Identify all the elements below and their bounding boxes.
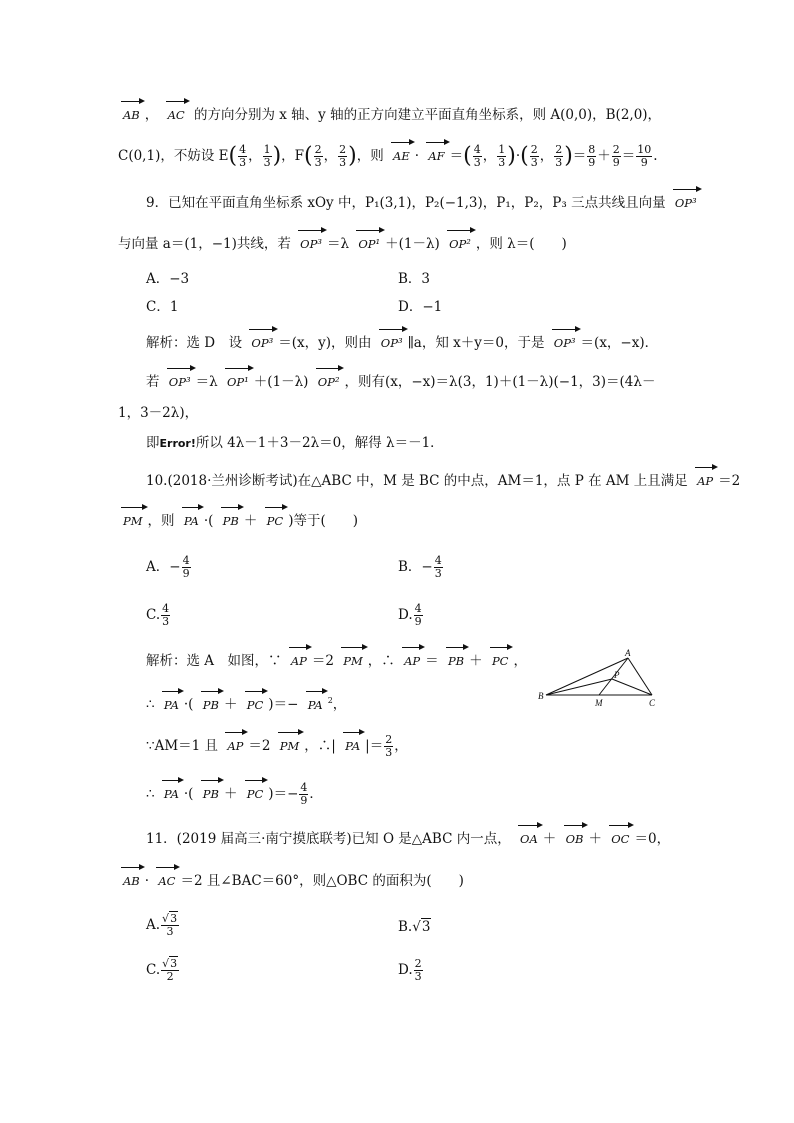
q11-option-c: C. $\frac{√3}{2}$ [146, 957, 178, 983]
q9-sol-text: 即 [146, 435, 160, 451]
q10-sol-text: ＝2 [248, 738, 271, 754]
q9-sol-text: ＋(1－λ) [253, 374, 309, 390]
vector-pa: PA [161, 783, 182, 805]
vector-ap: AP [224, 735, 246, 757]
vector-pc: PC [244, 694, 267, 716]
q10-solution-line-2 [146, 690, 346, 716]
fraction: $\frac{1}{3}$ [498, 143, 506, 169]
q9-sol-text: 若 [146, 374, 160, 390]
q10-solution-line-4 [146, 782, 323, 807]
q9-stem-text: 9．已知在平面直角坐标系 xOy 中，P₁(3,1)，P₂(−1,3)，P₁，P₂，P₃ 三点共线且向量 [146, 195, 666, 211]
vector-pb: PB [200, 783, 222, 805]
vector-ac: AC [165, 104, 188, 126]
vector-pa: PA [305, 694, 326, 716]
q8-coord-text: C(0,1)，不妨设 E [118, 148, 229, 164]
q11-option-a: A. $\frac{√3}{3}$ [146, 912, 178, 938]
vector-pa: PA [161, 694, 182, 716]
vector-ae: AE [390, 145, 413, 167]
q10-sol-text: ∵AM＝1 且 [146, 738, 219, 754]
segment-pc [612, 679, 652, 695]
vector-op1: OP¹ [224, 371, 252, 393]
q11-stem-text-2: ＝2 且∠BAC＝60°，则△OBC 的面积为( ) [180, 873, 464, 889]
q10-sol-text: ＝2 [311, 653, 334, 669]
q10-stem-text: 10.(2018·兰州诊断考试)在△ABC 中，M 是 BC 的中点，AM＝1，点 P 在 AM 上且满足 [146, 473, 688, 489]
q10-text: ＋ [243, 513, 258, 529]
q10-sol-text: )＝− [268, 696, 299, 713]
vector-oa: OA [517, 828, 541, 850]
q10-option-d: D. $\frac{4}{9}$ [398, 602, 422, 628]
segment-ac [628, 658, 652, 695]
vector-pb: PB [220, 510, 242, 532]
plus-sign: ＋ [588, 831, 602, 847]
q9-ask: ，则 λ＝( ) [475, 236, 567, 252]
vector-af: AF [425, 145, 447, 167]
q10-sol-text: ＝ [425, 653, 439, 669]
q10-sol-text: ·( [183, 696, 194, 713]
vector-op3: OP³ [248, 332, 276, 354]
q10-option-b: B．− $\frac{4}{3}$ [398, 554, 442, 580]
vector-pb: PB [200, 694, 222, 716]
vector-pm: PM [277, 735, 303, 757]
q11-eq: ＝0， [634, 831, 671, 847]
fraction: $\frac{2}{3}$ [555, 143, 563, 169]
plus-sign: ＋ [542, 831, 557, 847]
label-b: B [538, 691, 544, 701]
q10-text: ，则 [147, 513, 175, 529]
fraction: $\frac{2}{3}$ [339, 143, 347, 169]
q9-solution-line-2 [146, 371, 655, 393]
vector-ap: AP [401, 650, 423, 672]
q10-sol-text: ＋ [223, 786, 238, 802]
q11-option-b: B.√3 [398, 919, 431, 935]
q9-stem-line-2 [118, 233, 567, 255]
segment-bp [546, 679, 612, 695]
q8-line-2: C(0,1)，不妨设 E( $\frac{4}{3}$ ， $\frac{1}{3}$ )，F( $\frac{2}{3}$ ， $\frac{2}{3}$ )，则 AE · AF ＝( $\frac{4}{3}$ ， $\frac{1}{3}$ )·( $\frac{2}{3}$ ， $\frac{2}{3}$ )＝ $\frac{8}{9}$ ＋ $\frac{2}{9}$ ＝ $\frac{10}{9}$ . [118, 143, 658, 169]
triangle-figure [536, 648, 658, 708]
q10-eq: ＝2 [718, 473, 741, 489]
vector-pm: PM [340, 650, 366, 672]
q11-stem-text: 11．(2019 届高三·南宁摸底联考)已知 O 是△ABC 内一点， [146, 831, 511, 847]
q10-solution-line-1 [146, 650, 527, 672]
q10-sol-text: ． [309, 786, 323, 802]
vector-pc: PC [264, 510, 287, 532]
q10-sol-text: ＋ [223, 696, 238, 713]
fraction: $\frac{8}{9}$ [588, 143, 596, 169]
q9-sol-text: ＝(x，y)，则由 [278, 335, 372, 351]
vector-oc: OC [608, 828, 632, 850]
label-m: M [595, 698, 603, 708]
q10-sol-text: ·( [183, 786, 194, 802]
q9-solution-line-3: 1，3－2λ)， [118, 405, 199, 421]
q10-sol-text: |＝ [365, 738, 384, 754]
fraction: $\frac{2}{3}$ [314, 143, 322, 169]
q10-stem-line-2 [118, 510, 358, 532]
vector-op3: OP³ [297, 233, 325, 255]
q9-solution-line-4 [146, 432, 444, 455]
vector-op3: OP³ [378, 332, 406, 354]
q9-sol-text: ＝λ [195, 374, 218, 390]
q9-sol-text: 解析：选 D 设 [146, 335, 243, 351]
vector-ac: AC [155, 870, 178, 892]
vector-op2: OP² [315, 371, 343, 393]
superscript: 2 [327, 696, 333, 705]
q8-f-label: ，F [281, 148, 305, 164]
vector-op3: OP³ [551, 332, 579, 354]
q9-eq2: ＋(1－λ) [385, 236, 440, 252]
fraction: $\frac{2}{3}$ [385, 733, 393, 759]
q9-sol-text: ∥a，知 x＋y＝0，于是 [407, 335, 545, 351]
label-p: P [614, 670, 620, 680]
vector-pb: PB [445, 650, 467, 672]
q10-sol-text: ∴ [146, 696, 155, 713]
q9-eq: ＝λ [326, 236, 350, 252]
fraction: $\frac{2}{9}$ [612, 143, 620, 169]
q10-option-c: C. $\frac{4}{3}$ [146, 602, 170, 628]
error-marker: Error! [159, 437, 196, 450]
vector-op2: OP² [446, 233, 474, 255]
vector-op1: OP¹ [355, 233, 383, 255]
q10-sol-text: ∴ [146, 786, 155, 802]
q10-text: ·( [203, 513, 214, 529]
q8-then: ，则 [356, 148, 384, 164]
q10-sol-text: )＝− [268, 786, 299, 802]
label-a: A [625, 648, 631, 658]
q10-sol-text: ， [513, 653, 527, 669]
fraction: $\frac{10}{9}$ [637, 143, 652, 169]
dot-sign: · [144, 873, 150, 889]
vector-pm: PM [120, 510, 146, 532]
vector-op3: OP³ [166, 371, 194, 393]
q8-line-1: AB ， AC 的方向分别为 x 轴、y 轴的正方向建立平面直角坐标系，则 A(0,0)，B(2,0)， [118, 104, 661, 126]
vector-pa: PA [181, 510, 202, 532]
q10-text: )等于( ) [288, 513, 359, 529]
q10-solution-line-3 [146, 734, 408, 759]
q8-line-1-text: 的方向分别为 x 轴、y 轴的正方向建立平面直角坐标系，则 A(0,0)，B(2,0)， [193, 107, 662, 123]
q9-option-c: C．1 [146, 299, 179, 315]
q9-stem-line-1 [146, 192, 702, 214]
q9-sol-text: ，则有(x，−x)＝λ(3，1)＋(1－λ)(−1，3)＝(4λ－ [344, 374, 656, 390]
vector-ab: AB [120, 870, 143, 892]
q10-sol-text: 解析：选 A 如图，∵ [146, 653, 282, 669]
q10-sol-text: ， [394, 738, 408, 754]
q9-option-d: D．−1 [398, 299, 443, 315]
vector-ap: AP [694, 470, 716, 492]
fraction: $\frac{4}{3}$ [473, 143, 481, 169]
q9-sol-text: 所以 4λ－1＋3－2λ＝0，解得 λ＝－1． [195, 435, 444, 451]
fraction: $\frac{4}{3}$ [239, 143, 247, 169]
q9-stem-text-2: 与向量 a＝(1，−1)共线，若 [118, 236, 291, 252]
q9-option-a: A．−3 [146, 271, 190, 287]
q10-sol-text: ， [332, 696, 347, 713]
vector-ob: OB [563, 828, 587, 850]
vector-ap: AP [288, 650, 310, 672]
q11-stem-line-2 [118, 870, 464, 892]
vector-ab: AB [120, 104, 143, 126]
q10-sol-text: ＋ [469, 653, 483, 669]
q10-sol-text: ，∴| [304, 738, 336, 754]
q9-solution-line-1 [146, 332, 658, 354]
q10-stem-line-1 [146, 470, 740, 492]
fraction: $\frac{2}{3}$ [530, 143, 538, 169]
label-c: C [649, 698, 656, 708]
vector-op3: OP³ [672, 192, 700, 214]
vector-pc: PC [244, 783, 267, 805]
vector-pc: PC [489, 650, 512, 672]
vector-pa: PA [342, 735, 363, 757]
q11-stem-line-1 [146, 828, 670, 850]
q9-sol-text: ＝(x，−x)． [580, 335, 659, 351]
q9-option-b: B．3 [398, 271, 431, 287]
fraction: $\frac{1}{3}$ [263, 143, 271, 169]
q10-option-a: A．− $\frac{4}{9}$ [146, 554, 190, 580]
q11-option-d: D. $\frac{2}{3}$ [398, 957, 422, 983]
q10-sol-text: ，∴ [367, 653, 395, 669]
fraction: $\frac{4}{9}$ [300, 781, 308, 807]
